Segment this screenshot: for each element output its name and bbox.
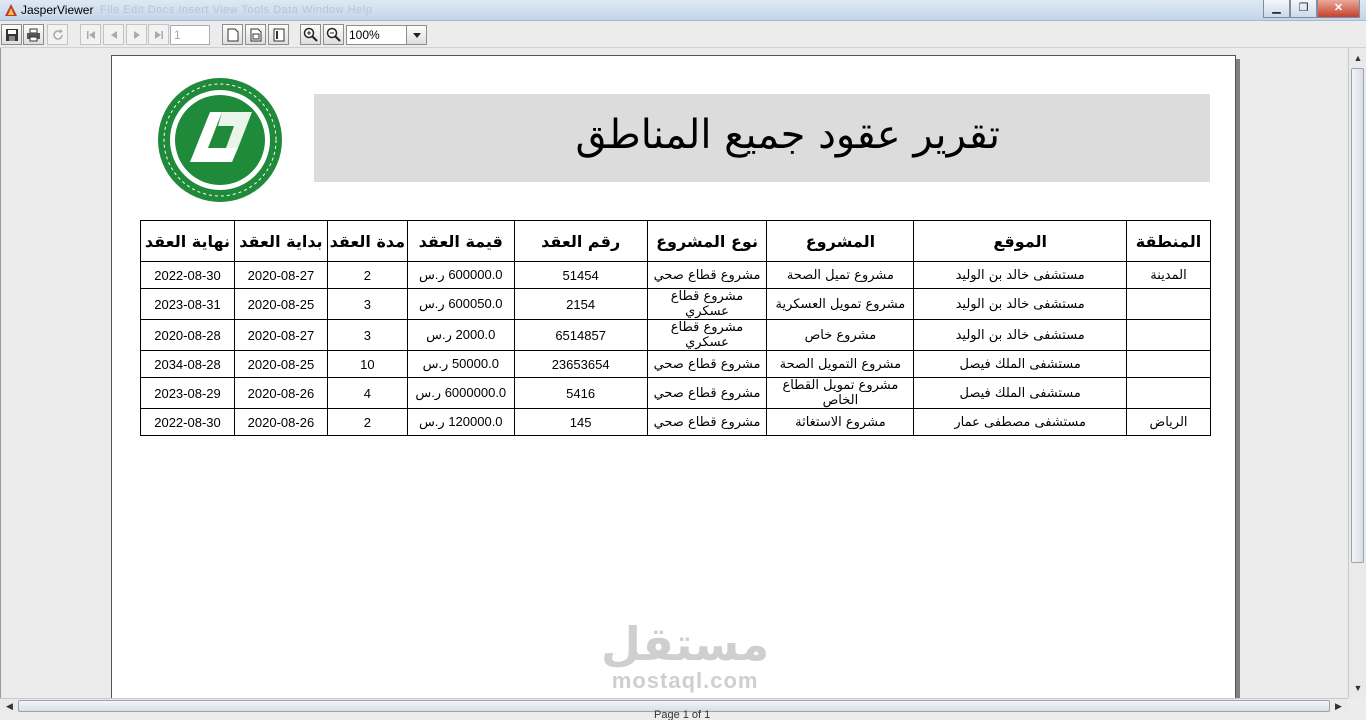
page-icon bbox=[227, 28, 239, 42]
table-row bbox=[141, 378, 1211, 409]
first-page-icon bbox=[85, 29, 97, 41]
close-button[interactable]: ✕ bbox=[1317, 0, 1360, 18]
reload-button[interactable] bbox=[47, 24, 68, 45]
column-header-project-type: نوع المشروع bbox=[647, 221, 767, 262]
cell-site: مستشفى مصطفى عمار bbox=[914, 409, 1127, 436]
cell-contract-value: 600000.0 ر.س bbox=[407, 262, 514, 289]
cell-end-date: 2022-08-30 bbox=[141, 262, 235, 289]
previous-page-button[interactable] bbox=[103, 24, 124, 45]
cell-project: مشروع تمويل القطاع الخاص bbox=[767, 378, 914, 409]
cell-end-date: 2034-08-28 bbox=[141, 351, 235, 378]
cell-end-date: 2023-08-29 bbox=[141, 378, 235, 409]
cell-project-type: مشروع قطاع صحي bbox=[647, 351, 767, 378]
page-number-input[interactable]: 1 bbox=[170, 25, 210, 45]
cell-project: مشروع تمويل العسكرية bbox=[767, 289, 914, 320]
column-header-region: المنطقة bbox=[1127, 221, 1211, 262]
mostaql-watermark bbox=[601, 617, 770, 694]
cell-contract-number: 23653654 bbox=[514, 351, 647, 378]
fit-width-button[interactable] bbox=[268, 24, 289, 45]
cell-project: مشروع الاستغاثة bbox=[767, 409, 914, 436]
table-row bbox=[141, 351, 1211, 378]
column-header-contract-value: قيمة العقد bbox=[407, 221, 514, 262]
cell-duration: 2 bbox=[327, 409, 407, 436]
column-header-end-date: نهاية العقد bbox=[141, 221, 235, 262]
cell-contract-value: 6000000.0 ر.س bbox=[407, 378, 514, 409]
cell-end-date: 2023-08-31 bbox=[141, 289, 235, 320]
page-status: Page 1 of 1 bbox=[654, 709, 711, 720]
next-page-button[interactable] bbox=[126, 24, 147, 45]
actual-size-button[interactable] bbox=[222, 24, 243, 45]
zoom-dropdown-arrow[interactable] bbox=[406, 26, 426, 44]
report-page bbox=[111, 55, 1236, 698]
cell-contract-number: 6514857 bbox=[514, 320, 647, 351]
cell-project-type: مشروع قطاع عسكري bbox=[647, 320, 767, 351]
table-row bbox=[141, 289, 1211, 320]
cell-project: مشروع تميل الصحة bbox=[767, 262, 914, 289]
refresh-icon bbox=[51, 28, 65, 42]
cell-duration: 3 bbox=[327, 289, 407, 320]
table-header-row bbox=[141, 221, 1211, 262]
fit-page-icon bbox=[250, 28, 262, 42]
cell-region bbox=[1127, 289, 1211, 320]
company-logo bbox=[156, 76, 284, 204]
vertical-scrollbar[interactable] bbox=[1348, 48, 1366, 698]
cell-site: مستشفى خالد بن الوليد bbox=[914, 320, 1127, 351]
cell-start-date: 2020-08-25 bbox=[234, 289, 327, 320]
viewer-toolbar bbox=[0, 22, 1366, 48]
fit-width-icon bbox=[273, 28, 285, 42]
maximize-button[interactable]: ❐ bbox=[1290, 0, 1317, 18]
cell-duration: 3 bbox=[327, 320, 407, 351]
report-title: تقرير عقود جميع المناطق bbox=[575, 112, 1000, 158]
zoom-in-button[interactable] bbox=[300, 24, 321, 45]
scroll-down-arrow[interactable]: ▼ bbox=[1353, 683, 1363, 693]
column-header-project: المشروع bbox=[767, 221, 914, 262]
cell-region bbox=[1127, 378, 1211, 409]
jasper-app-icon bbox=[4, 3, 18, 17]
cell-start-date: 2020-08-26 bbox=[234, 378, 327, 409]
scroll-right-arrow[interactable]: ▶ bbox=[1335, 701, 1342, 711]
cell-contract-value: 2000.0 ر.س bbox=[407, 320, 514, 351]
column-header-start-date: بداية العقد bbox=[234, 221, 327, 262]
window-title-bar bbox=[0, 0, 1366, 21]
zoom-select[interactable] bbox=[346, 25, 427, 45]
window-title: JasperViewer bbox=[21, 3, 94, 17]
cell-duration: 4 bbox=[327, 378, 407, 409]
cell-project-type: مشروع قطاع صحي bbox=[647, 378, 767, 409]
cell-start-date: 2020-08-27 bbox=[234, 262, 327, 289]
watermark-latin: mostaql.com bbox=[611, 668, 759, 693]
minimize-button[interactable]: ▁ bbox=[1263, 0, 1290, 18]
scroll-left-arrow[interactable]: ◀ bbox=[6, 701, 13, 711]
cell-project: مشروع خاص bbox=[767, 320, 914, 351]
fit-page-button[interactable] bbox=[245, 24, 266, 45]
cell-contract-value: 600050.0 ر.س bbox=[407, 289, 514, 320]
cell-project-type: مشروع قطاع صحي bbox=[647, 409, 767, 436]
column-header-duration: مدة العقد bbox=[327, 221, 407, 262]
cell-duration: 2 bbox=[327, 262, 407, 289]
cell-project: مشروع التمويل الصحة bbox=[767, 351, 914, 378]
zoom-value: 100% bbox=[349, 28, 380, 42]
cell-contract-number: 145 bbox=[514, 409, 647, 436]
cell-contract-value: 120000.0 ر.س bbox=[407, 409, 514, 436]
cell-region: الرياض bbox=[1127, 409, 1211, 436]
report-viewer-area[interactable] bbox=[0, 48, 1348, 698]
zoom-out-button[interactable] bbox=[323, 24, 344, 45]
cell-region: المدينة bbox=[1127, 262, 1211, 289]
next-page-icon bbox=[131, 29, 143, 41]
cell-end-date: 2020-08-28 bbox=[141, 320, 235, 351]
column-header-site: الموقع bbox=[914, 221, 1127, 262]
cell-duration: 10 bbox=[327, 351, 407, 378]
table-row bbox=[141, 320, 1211, 351]
first-page-button[interactable] bbox=[80, 24, 101, 45]
cell-contract-number: 5416 bbox=[514, 378, 647, 409]
vertical-scroll-thumb[interactable] bbox=[1351, 68, 1364, 563]
cell-region bbox=[1127, 351, 1211, 378]
printer-icon bbox=[26, 28, 41, 42]
column-header-contract-number: رقم العقد bbox=[514, 221, 647, 262]
save-icon bbox=[5, 28, 19, 42]
cell-region bbox=[1127, 320, 1211, 351]
table-row bbox=[141, 409, 1211, 436]
previous-page-icon bbox=[108, 29, 120, 41]
last-page-icon bbox=[153, 29, 165, 41]
cell-project-type: مشروع قطاع صحي bbox=[647, 262, 767, 289]
status-bar bbox=[0, 709, 1366, 720]
cell-project-type: مشروع قطاع عسكري bbox=[647, 289, 767, 320]
cell-contract-number: 51454 bbox=[514, 262, 647, 289]
watermark-arabic: مستقل bbox=[601, 617, 770, 671]
cell-site: مستشفى خالد بن الوليد bbox=[914, 289, 1127, 320]
zoom-out-icon bbox=[326, 27, 341, 42]
chevron-down-icon bbox=[407, 26, 427, 44]
save-button[interactable] bbox=[1, 24, 22, 45]
zoom-in-icon bbox=[303, 27, 318, 42]
cell-start-date: 2020-08-25 bbox=[234, 351, 327, 378]
cell-site: مستشفى الملك فيصل bbox=[914, 378, 1127, 409]
report-title-banner bbox=[314, 94, 1210, 182]
cell-contract-value: 50000.0 ر.س bbox=[407, 351, 514, 378]
scroll-up-arrow[interactable]: ▲ bbox=[1353, 53, 1363, 63]
cell-contract-number: 2154 bbox=[514, 289, 647, 320]
print-button[interactable] bbox=[23, 24, 44, 45]
cell-site: مستشفى الملك فيصل bbox=[914, 351, 1127, 378]
background-menu-ghost: File Edit Docs Insert View Tools Data Window Help bbox=[100, 4, 373, 16]
cell-start-date: 2020-08-26 bbox=[234, 409, 327, 436]
table-row bbox=[141, 262, 1211, 289]
last-page-button[interactable] bbox=[148, 24, 169, 45]
cell-start-date: 2020-08-27 bbox=[234, 320, 327, 351]
contracts-table bbox=[140, 220, 1211, 436]
cell-site: مستشفى خالد بن الوليد bbox=[914, 262, 1127, 289]
cell-end-date: 2022-08-30 bbox=[141, 409, 235, 436]
